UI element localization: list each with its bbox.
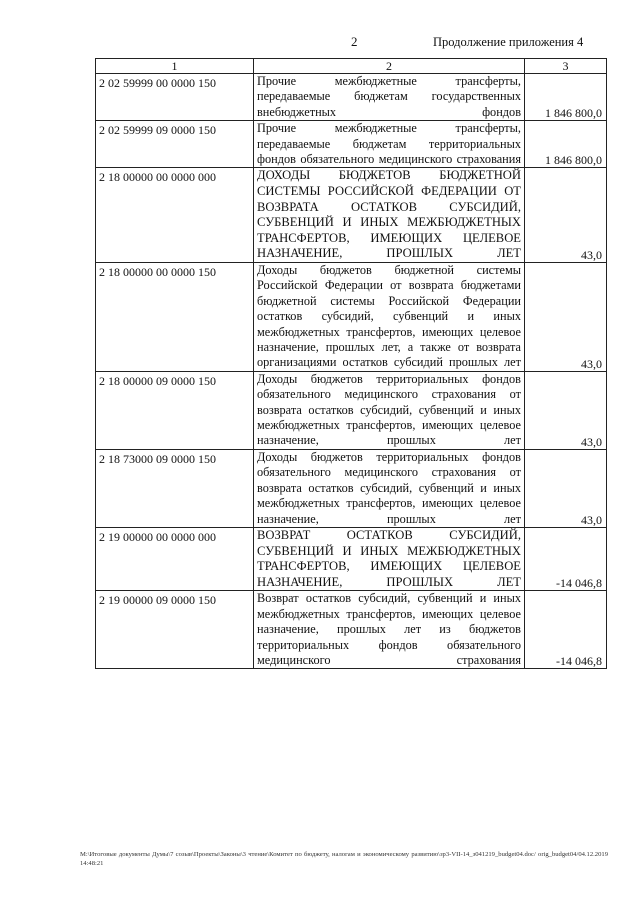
budget-code: 2 02 59999 09 0000 150 xyxy=(96,121,254,168)
revenue-name: Доходы бюджетов бюджетной системы Российской Федерации от возврата бюджетами бюджетной системы Российской Федерации остатков субсидий, субвенций и иных межбюджетных трансфертов, имеющих целевое назначение, прошлых лет, а также от возврата организациями остатков субсидий прошлых лет xyxy=(254,263,525,372)
amount: 1 846 800,0 xyxy=(525,121,607,168)
appendix-caption: Продолжение приложения 4 xyxy=(433,35,584,49)
page-number: 2 xyxy=(351,34,358,49)
budget-code: 2 18 00000 00 0000 000 xyxy=(96,168,254,263)
amount: 43,0 xyxy=(525,449,607,527)
budget-table xyxy=(95,58,607,669)
revenue-name: ДОХОДЫ БЮДЖЕТОВ БЮДЖЕТНОЙ СИСТЕМЫ РОССИЙСКОЙ ФЕДЕРАЦИИ ОТ ВОЗВРАТА ОСТАТКОВ СУБСИДИЙ, СУБВЕНЦИЙ И ИНЫХ МЕЖБЮДЖЕТНЫХ ТРАНСФЕРТОВ, ИМЕЮЩИХ ЦЕЛЕВОЕ НАЗНАЧЕНИЕ, ПРОШЛЫХ ЛЕТ xyxy=(254,168,525,263)
amount: -14 046,8 xyxy=(525,527,607,590)
revenue-name: Возврат остатков субсидий, субвенций и иных межбюджетных трансфертов, имеющих целевое назначение, прошлых лет из бюджетов территориальных фондов обязательного медицинского страхования xyxy=(254,591,525,669)
table-row xyxy=(96,168,607,263)
amount: -14 046,8 xyxy=(525,591,607,669)
budget-code: 2 02 59999 00 0000 150 xyxy=(96,74,254,121)
table-row xyxy=(96,591,607,669)
budget-code: 2 19 00000 00 0000 000 xyxy=(96,527,254,590)
amount: 1 846 800,0 xyxy=(525,74,607,121)
amount: 43,0 xyxy=(525,168,607,263)
revenue-name: Прочие межбюджетные трансферты, передаваемые бюджетам государственных внебюджетных фондов xyxy=(254,74,525,121)
table-header-row xyxy=(96,59,607,74)
table-row xyxy=(96,449,607,527)
table-row xyxy=(96,74,607,121)
amount: 43,0 xyxy=(525,371,607,449)
table-row xyxy=(96,371,607,449)
table-row xyxy=(96,527,607,590)
table-row xyxy=(96,121,607,168)
file-path-footer: M:\Итоговые документы Думы\7 созыв\Проекты\Законы\3 чтение\Комитет по бюджету, налогам и экономическому развитию\зр3-VII-14_з041219_budget04.doc/ orig_budget04/04.12.2019 14:48:21 xyxy=(80,851,608,867)
column-header: 1 xyxy=(96,59,254,74)
revenue-name: Доходы бюджетов территориальных фондов обязательного медицинского страхования от возврата остатков субсидий, субвенций и иных межбюджетных трансфертов, имеющих целевое назначение, прошлых лет xyxy=(254,371,525,449)
budget-code: 2 19 00000 09 0000 150 xyxy=(96,591,254,669)
budget-code: 2 18 00000 09 0000 150 xyxy=(96,371,254,449)
amount: 43,0 xyxy=(525,263,607,372)
column-header: 3 xyxy=(525,59,607,74)
revenue-name: Прочие межбюджетные трансферты, передаваемые бюджетам территориальных фондов обязательного медицинского страхования xyxy=(254,121,525,168)
revenue-name: ВОЗВРАТ ОСТАТКОВ СУБСИДИЙ, СУБВЕНЦИЙ И ИНЫХ МЕЖБЮДЖЕТНЫХ ТРАНСФЕРТОВ, ИМЕЮЩИХ ЦЕЛЕВОЕ НАЗНАЧЕНИЕ, ПРОШЛЫХ ЛЕТ xyxy=(254,527,525,590)
revenue-name: Доходы бюджетов территориальных фондов обязательного медицинского страхования от возврата остатков субсидий, субвенций и иных межбюджетных трансфертов, имеющих целевое назначение, прошлых лет xyxy=(254,449,525,527)
column-header: 2 xyxy=(254,59,525,74)
budget-code: 2 18 73000 09 0000 150 xyxy=(96,449,254,527)
budget-code: 2 18 00000 00 0000 150 xyxy=(96,263,254,372)
table-row xyxy=(96,263,607,372)
